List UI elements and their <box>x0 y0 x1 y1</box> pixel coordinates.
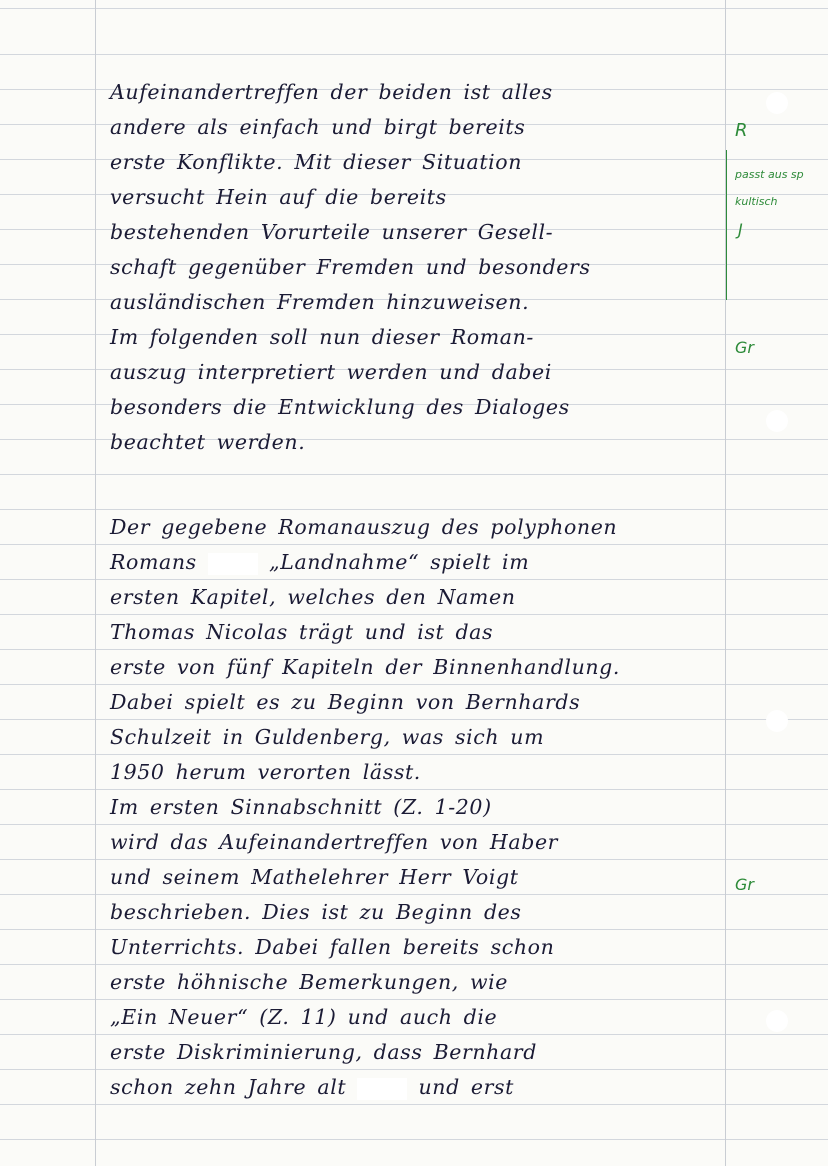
punch-hole <box>766 710 788 732</box>
text-line: Unterrichts. Dabei fallen bereits schon <box>110 935 555 959</box>
text-line: beachtet werden. <box>110 430 306 454</box>
punch-hole <box>766 410 788 432</box>
margin-bracket <box>726 150 727 300</box>
text-line: schaft gegenüber Fremden und besonders <box>110 255 591 279</box>
margin-note-gr: Gr <box>735 875 754 894</box>
punch-hole <box>766 1010 788 1032</box>
text-segment: und erst <box>418 1075 515 1099</box>
margin-note-text: J <box>738 220 743 239</box>
text-line: erste Konflikte. Mit dieser Situation <box>110 150 523 174</box>
redaction-box <box>357 1078 407 1100</box>
text-line: Aufeinandertreffen der beiden ist alles <box>110 80 553 104</box>
text-line: „Ein Neuer“ (Z. 11) und auch die <box>110 1005 498 1029</box>
margin-note-text: kultisch <box>735 195 778 208</box>
text-line: Im ersten Sinnabschnitt (Z. 1-20) <box>110 795 492 819</box>
text-segment: „Landnahme“ spielt im <box>269 550 530 574</box>
text-line: Im folgenden soll nun dieser Roman- <box>110 325 534 349</box>
text-line: bestehenden Vorurteile unserer Gesell- <box>110 220 554 244</box>
text-line: auszug interpretiert werden und dabei <box>110 360 552 384</box>
text-line: ausländischen Fremden hinzuweisen. <box>110 290 530 314</box>
margin-note-text: passt aus sp <box>735 168 804 181</box>
text-line: Dabei spielt es zu Beginn von Bernhards <box>110 690 581 714</box>
text-line <box>110 545 710 580</box>
text-line: erste Diskriminierung, dass Bernhard <box>110 1040 537 1064</box>
text-line: und seinem Mathelehrer Herr Voigt <box>110 865 519 889</box>
text-line: ersten Kapitel, welches den Namen <box>110 585 516 609</box>
text-line: erste höhnische Bemerkungen, wie <box>110 970 509 994</box>
text-line: andere als einfach und birgt bereits <box>110 115 526 139</box>
text-line: erste von fünf Kapiteln der Binnenhandlung. <box>110 655 621 679</box>
text-line: versucht Hein auf die bereits <box>110 185 447 209</box>
paragraph-1 <box>110 75 710 460</box>
text-line: Schulzeit in Guldenberg, was sich um <box>110 725 545 749</box>
text-line: 1950 herum verorten lässt. <box>110 760 421 784</box>
text-line: Thomas Nicolas trägt und ist das <box>110 620 494 644</box>
text-line: Der gegebene Romanauszug des polyphonen <box>110 515 618 539</box>
margin-note-r: R <box>735 120 748 141</box>
redaction-box <box>208 553 258 575</box>
margin-note-gr: Gr <box>735 338 754 357</box>
paragraph-2 <box>110 510 710 1105</box>
text-line <box>110 1070 710 1105</box>
punch-hole <box>766 92 788 114</box>
text-segment: Romans <box>110 550 197 574</box>
text-segment: schon zehn Jahre alt <box>110 1075 347 1099</box>
text-line: besonders die Entwicklung des Dialoges <box>110 395 570 419</box>
left-margin-line <box>95 0 96 1166</box>
text-line: beschrieben. Dies ist zu Beginn des <box>110 900 522 924</box>
text-line: wird das Aufeinandertreffen von Haber <box>110 830 559 854</box>
